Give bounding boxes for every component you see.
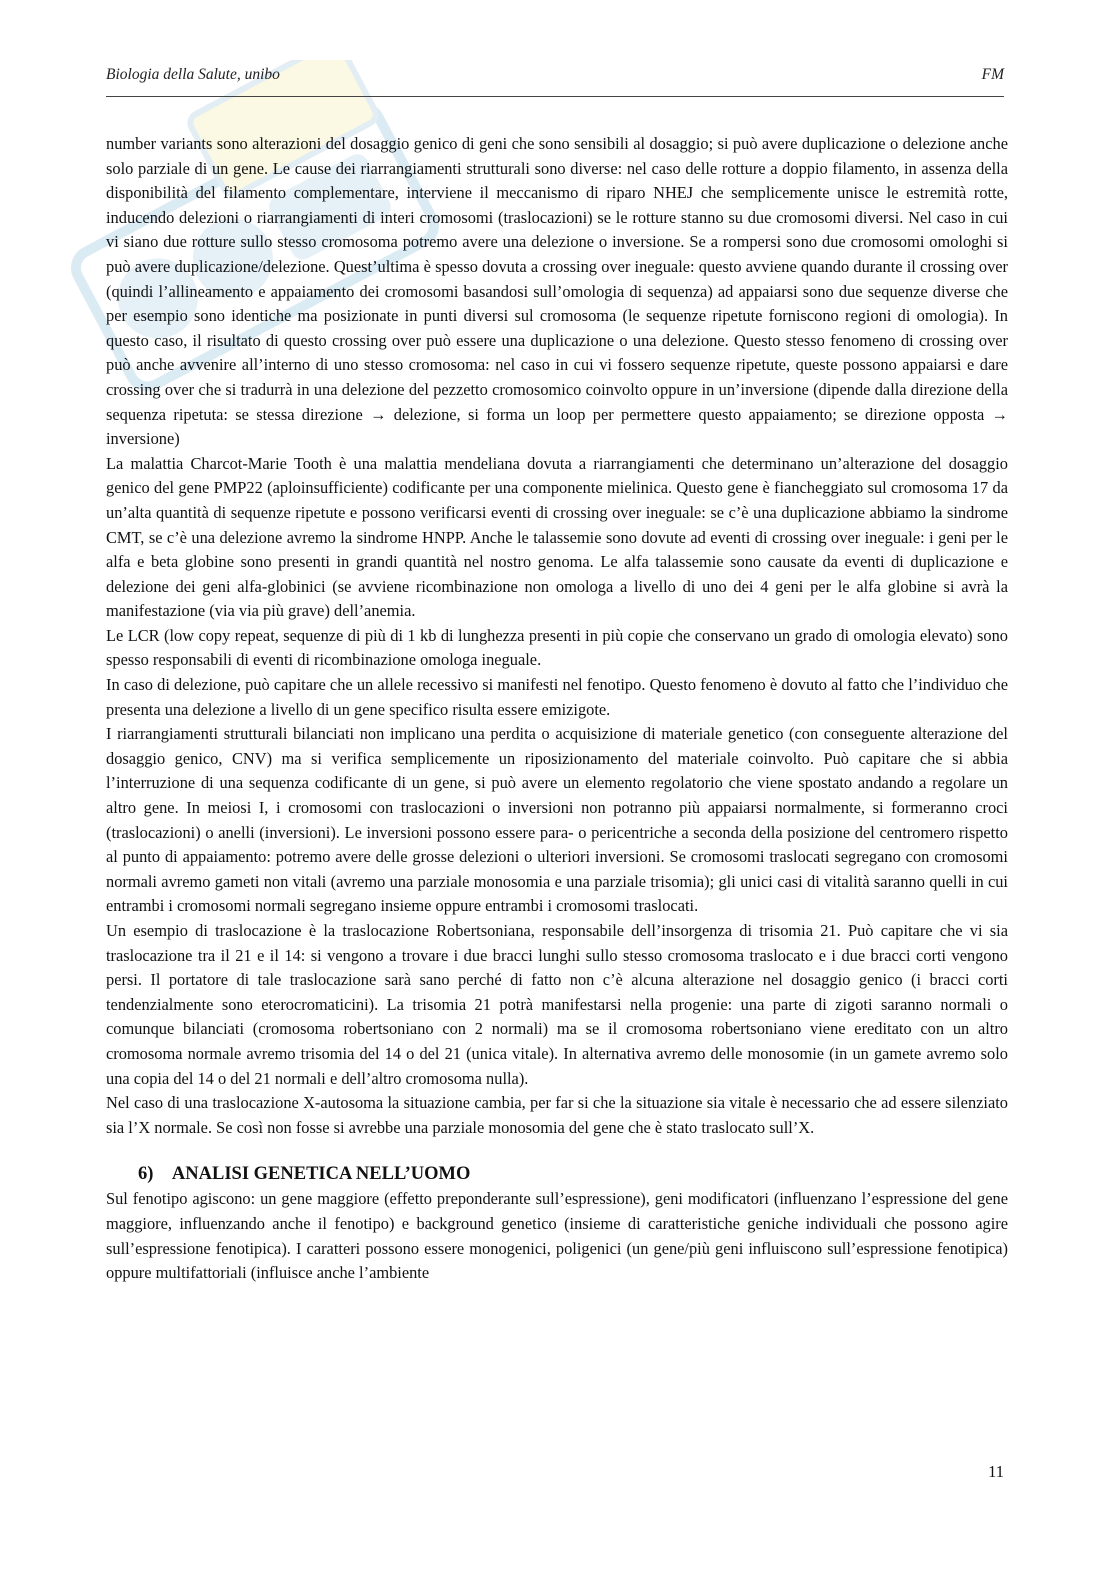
body-text [106,132,1008,1286]
header-initials: FM [981,66,1004,83]
header-title: Biologia della Salute, unibo [106,66,280,83]
page-header [106,66,1004,84]
paragraph: number variants sono alterazioni del dosaggio genico di geni che sono sensibili al dosaggio; si può avere duplicazione o delezione anche solo parziale di un gene. Le cause dei riarrangiamenti strutturali sono diverse: nel caso delle rotture a doppio filamento, in assenza della disponibilità del filamento complementare, interviene il meccanismo di riparo NHEJ che semplicemente unisce le estremità rotte, inducendo delezioni o riarrangiamenti di interi cromosomi (traslocazioni) se le rotture stanno su due cromosomi diversi. Nel caso in cui vi siano due rotture sullo stesso cromosoma potremo avere una delezione o inversione. Se a rompersi sono due cromosomi omologhi si può avere duplicazione/delezione. Quest’ultima è spesso dovuta a crossing over ineguale: questo avviene quando durante il crossing over (quindi l’allineamento e appaiamento dei cromosomi basandosi sull’omologia di sequenza) ad appaiarsi sono due sequenze diverse che per esempio sono identiche ma posizionate in punti diversi sul cromosoma (le sequenze ripetute forniscono regioni di omologia). In questo caso, il risultato di questo crossing over può essere una duplicazione o una delezione. Questo stesso fenomeno di crossing over può anche avvenire all’interno di uno stesso cromosoma: nel caso in cui vi fossero sequenze ripetute, queste possono appaiarsi e dare crossing over che si tradurrà in una delezione del pezzetto cromosomico coinvolto oppure in un’inversione (dipende dalla direzione della sequenza ripetuta: se stessa direzione → delezione, si forma un loop per permettere questo appaiamento; se direzione opposta → inversione) [106,134,1008,449]
paragraph: Nel caso di una traslocazione X-autosoma la situazione cambia, per far si che la situazione sia vitale è necessario che ad essere silenziato sia l’X normale. Se così non fosse si avrebbe una parziale monosomia del gene che è stato traslocato sull’X. [106,1093,1008,1137]
section-paragraph: Sul fenotipo agiscono: un gene maggiore (effetto preponderante sull’espressione), geni modificatori (influenzano l’espressione del gene maggiore, influenzando anche il fenotipo) e background genetico (insieme di caratteristiche geniche individuali che possono agire sull’espressione fenotipica). I caratteri possono essere monogenici, poligenici (un gene/più geni influiscono sull’espressione fenotipica) oppure multifattoriali (influisce anche l’ambiente [106,1189,1008,1283]
section-heading: 6) ANALISI GENETICA NELL’UOMO [138,1164,471,1185]
paragraph: I riarrangiamenti strutturali bilanciati non implicano una perdita o acquisizione di materiale genetico (con conseguente alterazione del dosaggio genico, CNV) ma si verifica semplicemente un riposizionamento del materiale coinvolto. Può capitare che si abbia l’interruzione di una sequenza codificante di un gene, si può avere un elemento regolatorio che viene spostato andando a regolare un altro gene. In meiosi I, i cromosomi con traslocazioni o inversioni non potranno più appaiarsi normalmente, si formeranno croci (traslocazioni) o anelli (inversioni). Le inversioni possono essere para- o pericentriche a seconda della posizione del centromero rispetto al punto di appaiamento: potremo avere delle grosse delezioni o ulteriori inversioni. Se cromosomi traslocati segregano con cromosomi normali avremo gameti non vitali (avremo una parziale monosomia e una parziale trisomia); gli unici casi di vitalità saranno quelli in cui entrambi i cromosomi normali segregano insieme oppure entrambi i cromosomi traslocati. [106,724,1008,916]
paragraph: La malattia Charcot-Marie Tooth è una malattia mendeliana dovuta a riarrangiamenti che determinano un’alterazione del dosaggio genico del gene PMP22 (aploinsufficiente) codificante per una componente mielinica. Questo gene è fiancheggiato sul cromosoma 17 da un’alta quantità di sequenze ripetute e possono verificarsi eventi di crossing over ineguale: se c’è una duplicazione abbiamo la sindrome CMT, se c’è una delezione avremo la sindrome HNPP. Anche le talassemie sono dovute ad eventi di crossing over ineguale: i geni per le alfa e beta globine sono presenti in grandi quantità nel nostro genoma. Le alfa talassemie sono causate da eventi di duplicazione e delezione dei geni alfa-globinici (se avviene ricombinazione non omologa a livello di uno dei 4 geni per le alfa globine si avrà la manifestazione (via via più grave) dell’anemia. [106,453,1008,621]
paragraph: Le LCR (low copy repeat, sequenze di più di 1 kb di lunghezza presenti in più copie che conservano un grado di omologia elevato) sono spesso responsabili di eventi di ricombinazione omologa ineguale. [106,625,1008,670]
paragraph: In caso di delezione, può capitare che un allele recessivo si manifesti nel fenotipo. Questo fenomeno è dovuto al fatto che l’individuo che presenta una delezione a livello di un gene specifico risulta essere emizigote. [106,675,1008,719]
paragraph: Un esempio di traslocazione è la traslocazione Robertsoniana, responsabile dell’insorgenza di trisomia 21. Può capitare che vi sia traslocazione tra il 21 e il 14: si vengono a trovare i due bracci lunghi sullo stesso cromosoma traslocato e i due bracci corti vengono persi. Il portatore di tale traslocazione sarà sano perché di fatto non c’è alcuna alterazione nel dosaggio genico (i bracci corti tendenzialmente sono eterocromaticini). La trisomia 21 potrà manifestarsi nella progenie: una parte di zigoti saranno normali o comunque bilanciati (cromosoma robertsoniano con 2 normali) ma se il cromosoma robertsoniano viene ereditato con un altro cromosoma normale avremo trisomia del 14 o del 21 (unica vitale). In alternativa avremo delle monosomie (in un gamete avremo solo una copia del 14 o del 21 normali e dell’altro cromosoma nulla). [106,921,1008,1088]
header-divider [106,96,1004,97]
page-number: 11 [988,1462,1004,1481]
